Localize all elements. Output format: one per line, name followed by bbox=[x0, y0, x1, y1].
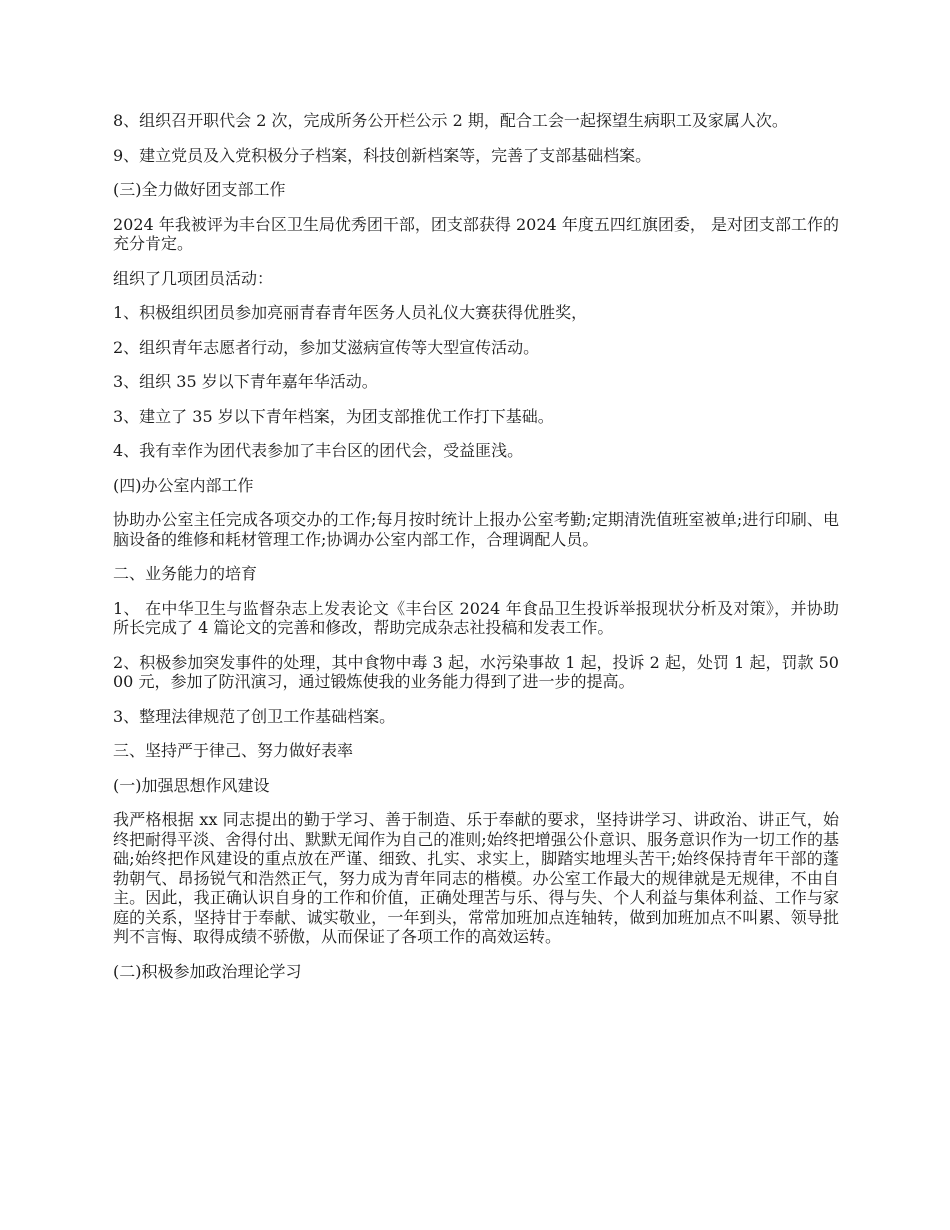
paragraph-work-style: 我严格根据 xx 同志提出的勤于学习、善于制造、乐于奉献的要求，坚持讲学习、讲政治、讲正气，始终把耐得平淡、舍得付出、默默无闻作为自己的准则;始终把增强公仆意识、服务意识作为一切工作的基础;始终把作风建设的重点放在严谨、细致、扎实、求实上，脚踏实地埋头苦干;始终保持青年干部的蓬勃朝气、昂扬锐气和浩然正气，努力成为青年同志的楷模。办公室工作最大的规律就是无规律，不由自主。因此，我正确认识自身的工作和价值，正确处理苦与乐、得与失、个人利益与集体利益、工作与家庭的关系，坚持甘于奉献、诚实敬业，一年到头，常常加班加点连轴转，做到加班加点不叫累、领导批判不言悔、取得成绩不骄傲，从而保证了各项工作的高效运转。 bbox=[113, 810, 839, 946]
list-item-activity-2: 2、组织青年志愿者行动，参加艾滋病宣传等大型宣传活动。 bbox=[113, 337, 540, 357]
paragraph-honor: 2024 年我被评为丰台区卫生局优秀团干部，团支部获得 2024 年度五四红旗团委， 是对团支部工作的充分肯定。 bbox=[113, 214, 839, 253]
list-item-activity-3a: 3、组织 35 岁以下青年嘉年华活动。 bbox=[113, 372, 378, 391]
list-item-ability-3: 3、整理法律规范了创卫工作基础档案。 bbox=[113, 706, 396, 726]
section-heading-office-work: (四)办公室内部工作 bbox=[113, 475, 254, 495]
paragraph-activities-intro: 组织了几项团员活动： bbox=[113, 268, 274, 288]
subsection-heading-political-study: (二)积极参加政治理论学习 bbox=[113, 961, 302, 981]
list-item-activity-1: 1、积极组织团员参加亮丽青春青年医务人员礼仪大赛获得优胜奖， bbox=[113, 303, 588, 322]
list-item-ability-1: 1、 在中华卫生与监督杂志上发表论文《丰台区 2024 年食品卫生投诉举报现状分析及对策》，并协助所长完成了 4 篇论文的完善和修改，帮助完成杂志社投稿和发表工作。 bbox=[113, 598, 839, 637]
paragraph-item-8: 8、组织召开职代会 2 次，完成所务公开栏公示 2 期，配合工会一起探望生病职工及家属人次。 bbox=[113, 111, 788, 130]
paragraph-item-9: 9、建立党员及入党积极分子档案，科技创新档案等，完善了支部基础档案。 bbox=[113, 145, 652, 165]
paragraph-office-duties: 协助办公室主任完成各项交办的工作;每月按时统计上报办公室考勤;定期清洗值班室被单;进行印刷、电脑设备的维修和耗材管理工作;协调办公室内部工作，合理调配人员。 bbox=[113, 510, 839, 549]
section-heading-league-branch: (三)全力做好团支部工作 bbox=[113, 180, 286, 199]
list-item-activity-4: 4、我有幸作为团代表参加了丰台区的团代会，受益匪浅。 bbox=[113, 441, 524, 460]
list-item-activity-3b: 3、建立了 35 岁以下青年档案，为团支部推优工作打下基础。 bbox=[113, 406, 554, 426]
subsection-heading-work-style: (一)加强思想作风建设 bbox=[113, 775, 270, 795]
section-heading-self-discipline: 三、坚持严于律己、努力做好表率 bbox=[113, 741, 354, 760]
section-heading-business-ability: 二、业务能力的培育 bbox=[113, 564, 258, 583]
document-page bbox=[113, 111, 839, 996]
list-item-ability-2: 2、积极参加突发事件的处理，其中食物中毒 3 起，水污染事故 1 起，投诉 2 起，处罚 1 起，罚款 5000 元，参加了防汛演习，通过锻炼使我的业务能力得到了进一步的提高。 bbox=[113, 652, 839, 691]
